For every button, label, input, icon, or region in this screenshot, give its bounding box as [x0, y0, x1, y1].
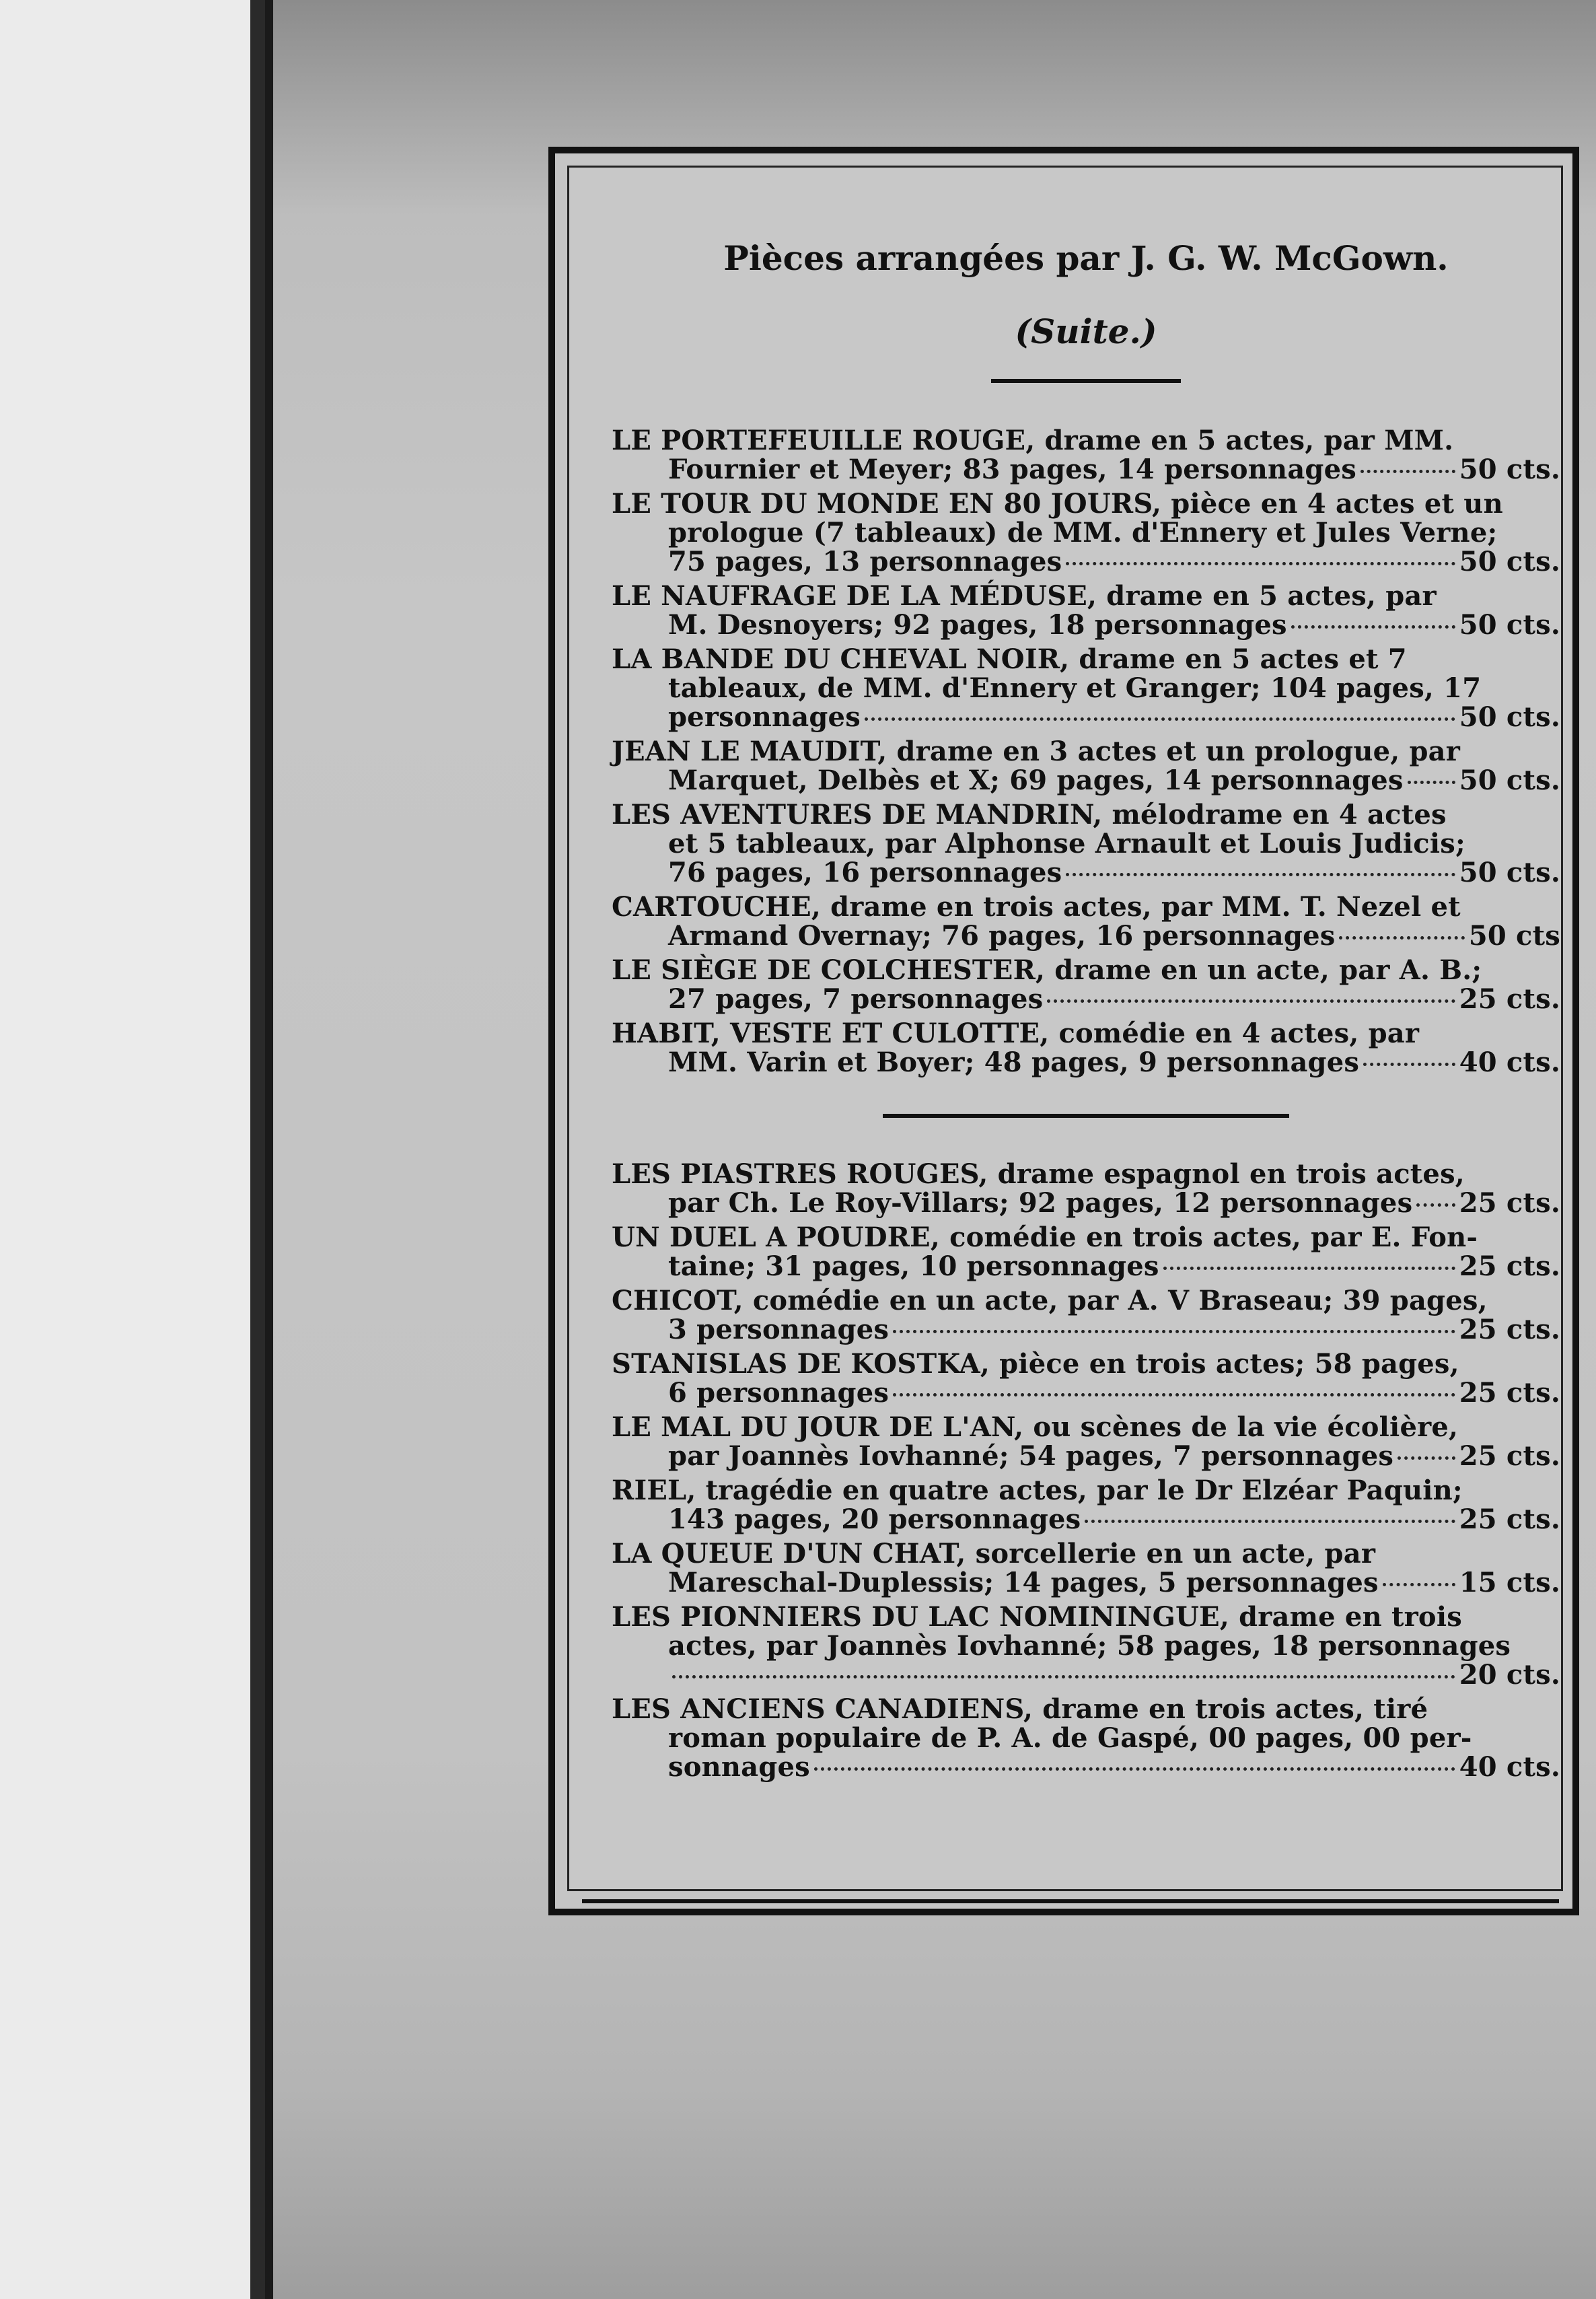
play-price: 40 cts.: [1459, 1047, 1560, 1078]
play-entry: [612, 1602, 1560, 1689]
play-entry-title-line: LE TOUR DU MONDE EN 80 JOURS, pièce en 4 actes et un: [612, 488, 1503, 520]
frame-bottom-rule: [582, 1899, 1559, 1903]
play-entry-title-line: LES ANCIENS CANADIENS, drame en trois actes, tiré: [612, 1693, 1428, 1725]
play-entry-details-line: [612, 455, 1560, 484]
page-title: Pièces arrangées par J. G. W. McGown.: [723, 238, 1449, 278]
play-price: 50 cts.: [1459, 701, 1560, 733]
play-entry-details-line: [612, 610, 1560, 639]
play-entry-continuation-line: tableaux, de MM. d'Ennery et Granger; 104 pages, 17: [668, 672, 1482, 704]
dot-leader: [1066, 562, 1455, 565]
catalog-content: [612, 235, 1560, 1787]
dot-leader: [1398, 1456, 1455, 1460]
play-entry-details: Armand Overnay; 76 pages, 16 personnages: [668, 920, 1336, 952]
play-entry-details: Mareschal-Duplessis; 14 pages, 5 personnages: [668, 1567, 1379, 1598]
play-entry-details-line: [612, 547, 1560, 576]
play-entry-title-line: LES PIASTRES ROUGES, drame espagnol en trois actes,: [612, 1158, 1465, 1190]
play-entry-title-line: JEAN LE MAUDIT, drame en 3 actes et un prologue, par: [612, 736, 1461, 767]
catalog-frame-inner: [567, 166, 1563, 1891]
play-entry-title-line: CHICOT, comédie en un acte, par A. V Braseau; 39 pages,: [612, 1285, 1488, 1316]
play-entry-details-line: [612, 1048, 1560, 1077]
play-entry-continuation-line: prologue (7 tableaux) de MM. d'Ennery et Jules Verne;: [668, 517, 1498, 549]
play-entry-details: taine; 31 pages, 10 personnages: [668, 1250, 1159, 1282]
play-price: 20 cts.: [1459, 1659, 1560, 1691]
play-entry: [612, 426, 1560, 484]
play-entry: [612, 956, 1560, 1014]
play-price: 50 cts.: [1459, 454, 1560, 485]
play-entry: [612, 1476, 1560, 1534]
play-entry-details-line: [612, 1189, 1560, 1217]
page-subtitle: (Suite.): [1015, 312, 1157, 351]
play-entry-title-line: LES AVENTURES DE MANDRIN, mélodrame en 4 actes: [612, 799, 1447, 830]
play-entry-details: par Ch. Le Roy-Villars; 92 pages, 12 personnages: [668, 1187, 1413, 1219]
play-entry-title-line: RIEL, tragédie en quatre actes, par le Dr Elzéar Paquin;: [612, 1475, 1463, 1506]
play-entry: [612, 581, 1560, 639]
play-entry-details: 27 pages, 7 personnages: [668, 983, 1044, 1015]
play-entry-details-line: [612, 1660, 1560, 1689]
play-entry-continuation-line: actes, par Joannès Iovhanné; 58 pages, 18 personnages: [668, 1630, 1511, 1662]
play-entry-title-line: LE SIÈGE DE COLCHESTER, drame en un acte, par A. B.;: [612, 954, 1482, 986]
play-entry-details-line: [612, 703, 1560, 732]
play-entry: [612, 1539, 1560, 1597]
dot-leader: [1066, 873, 1455, 876]
play-entry: [612, 892, 1560, 950]
play-entry-details-line: [612, 1505, 1560, 1534]
play-entry-continuation-line: et 5 tableaux, par Alphonse Arnault et Louis Judicis;: [668, 828, 1465, 859]
play-entry-details: 76 pages, 16 personnages: [668, 857, 1062, 888]
book-gutter: [265, 0, 273, 2299]
dot-leader: [893, 1393, 1455, 1396]
play-entry-details: Fournier et Meyer; 83 pages, 14 personnages: [668, 454, 1356, 485]
play-entry-details-line: [612, 858, 1560, 887]
play-entry: [612, 489, 1560, 576]
play-entry-details: 143 pages, 20 personnages: [668, 1504, 1081, 1535]
play-entry: [612, 1019, 1560, 1077]
dot-leader: [1291, 625, 1455, 629]
play-entry-details-line: [612, 1315, 1560, 1344]
play-price: 25 cts.: [1459, 1377, 1560, 1409]
dot-leader: [1361, 470, 1455, 473]
play-price: 50 cts.: [1459, 609, 1560, 641]
play-entry-details-line: [612, 1442, 1560, 1471]
play-entry-title-line: CARTOUCHE, drame en trois actes, par MM. T. Nezel et: [612, 891, 1461, 923]
dot-leader: [1047, 999, 1455, 1003]
play-entry: [612, 1695, 1560, 1781]
play-entry-details: M. Desnoyers; 92 pages, 18 personnages: [668, 609, 1287, 641]
play-entry-title-line: LE NAUFRAGE DE LA MÉDUSE, drame en 5 actes, par: [612, 580, 1437, 612]
divider-rule: [991, 379, 1181, 383]
play-entry-title-line: LES PIONNIERS DU LAC NOMININGUE, drame en trois: [612, 1601, 1462, 1633]
play-price: 25 cts.: [1459, 1314, 1560, 1345]
catalog-page: [273, 0, 1596, 2299]
dot-leader: [1085, 1520, 1455, 1523]
play-price: 15 cts.: [1459, 1567, 1560, 1598]
dot-leader: [672, 1675, 1455, 1678]
play-entry-details: 3 personnages: [668, 1314, 890, 1345]
play-entry: [612, 1286, 1560, 1344]
facing-blank-page: [0, 0, 250, 2299]
play-entry-details-line: [612, 766, 1560, 795]
play-entry: [612, 1160, 1560, 1217]
play-entry-details-line: [612, 1252, 1560, 1281]
section-divider-rule: [883, 1114, 1289, 1118]
play-entry-details: MM. Varin et Boyer; 48 pages, 9 personnages: [668, 1047, 1360, 1078]
play-entry: [612, 1223, 1560, 1281]
play-entry-details: personnages: [668, 701, 861, 733]
play-price: 25 cts.: [1459, 1440, 1560, 1472]
play-entry-details: par Joannès Iovhanné; 54 pages, 7 personnages: [668, 1440, 1394, 1472]
play-price: 50 cts.: [1459, 765, 1560, 796]
play-entry-continuation-line: roman populaire de P. A. de Gaspé, 00 pages, 00 per-: [668, 1722, 1472, 1754]
play-entry-title-line: LA QUEUE D'UN CHAT, sorcellerie en un acte, par: [612, 1538, 1376, 1569]
play-price: 25 cts.: [1459, 1250, 1560, 1282]
play-list-group-2: [612, 1160, 1560, 1781]
play-entry-title-line: STANISLAS DE KOSTKA, pièce en trois actes; 58 pages,: [612, 1348, 1459, 1380]
catalog-frame: [548, 147, 1579, 1915]
play-entry-details-line: [612, 1753, 1560, 1781]
dot-leader: [1339, 936, 1464, 940]
play-entry-details-line: [612, 1378, 1560, 1407]
play-entry-title-line: HABIT, VESTE ET CULOTTE, comédie en 4 actes, par: [612, 1018, 1420, 1049]
play-entry-details-line: [612, 921, 1560, 950]
play-entry-title-line: LE PORTEFEUILLE ROUGE, drame en 5 actes, par MM.: [612, 425, 1454, 456]
play-entry-title-line: LA BANDE DU CHEVAL NOIR, drame en 5 actes et 7: [612, 643, 1407, 675]
play-entry-details-line: [612, 1568, 1560, 1597]
play-price: 50 cts.: [1459, 857, 1560, 888]
play-entry-title-line: LE MAL DU JOUR DE L'AN, ou scènes de la vie écolière,: [612, 1411, 1459, 1443]
play-entry: [612, 1413, 1560, 1471]
play-entry-details: sonnages: [668, 1751, 810, 1783]
play-price: 25 cts.: [1459, 983, 1560, 1015]
play-list-group-1: [612, 426, 1560, 1077]
play-entry-title-line: UN DUEL A POUDRE, comédie en trois actes, par E. Fon-: [612, 1222, 1478, 1253]
play-entry: [612, 737, 1560, 795]
play-entry: [612, 645, 1560, 732]
dot-leader: [1383, 1583, 1455, 1586]
play-entry-details: Marquet, Delbès et X; 69 pages, 14 personnages: [668, 765, 1404, 796]
dot-leader: [893, 1330, 1455, 1333]
play-price: 25 cts.: [1459, 1504, 1560, 1535]
page-edge-shadow: [250, 0, 265, 2299]
play-entry-details-line: [612, 985, 1560, 1014]
dot-leader: [865, 717, 1455, 721]
dot-leader: [1163, 1267, 1455, 1270]
play-entry: [612, 1349, 1560, 1407]
dot-leader: [1363, 1063, 1455, 1066]
play-entry-details: 6 personnages: [668, 1377, 890, 1409]
play-price: 50 cts: [1468, 920, 1560, 952]
dot-leader: [814, 1767, 1455, 1771]
play-price: 25 cts.: [1459, 1187, 1560, 1219]
play-price: 50 cts.: [1459, 546, 1560, 577]
play-entry: [612, 800, 1560, 887]
play-entry-details: 75 pages, 13 personnages: [668, 546, 1062, 577]
play-price: 40 cts.: [1459, 1751, 1560, 1783]
dot-leader: [1416, 1203, 1455, 1207]
dot-leader: [1408, 781, 1455, 784]
